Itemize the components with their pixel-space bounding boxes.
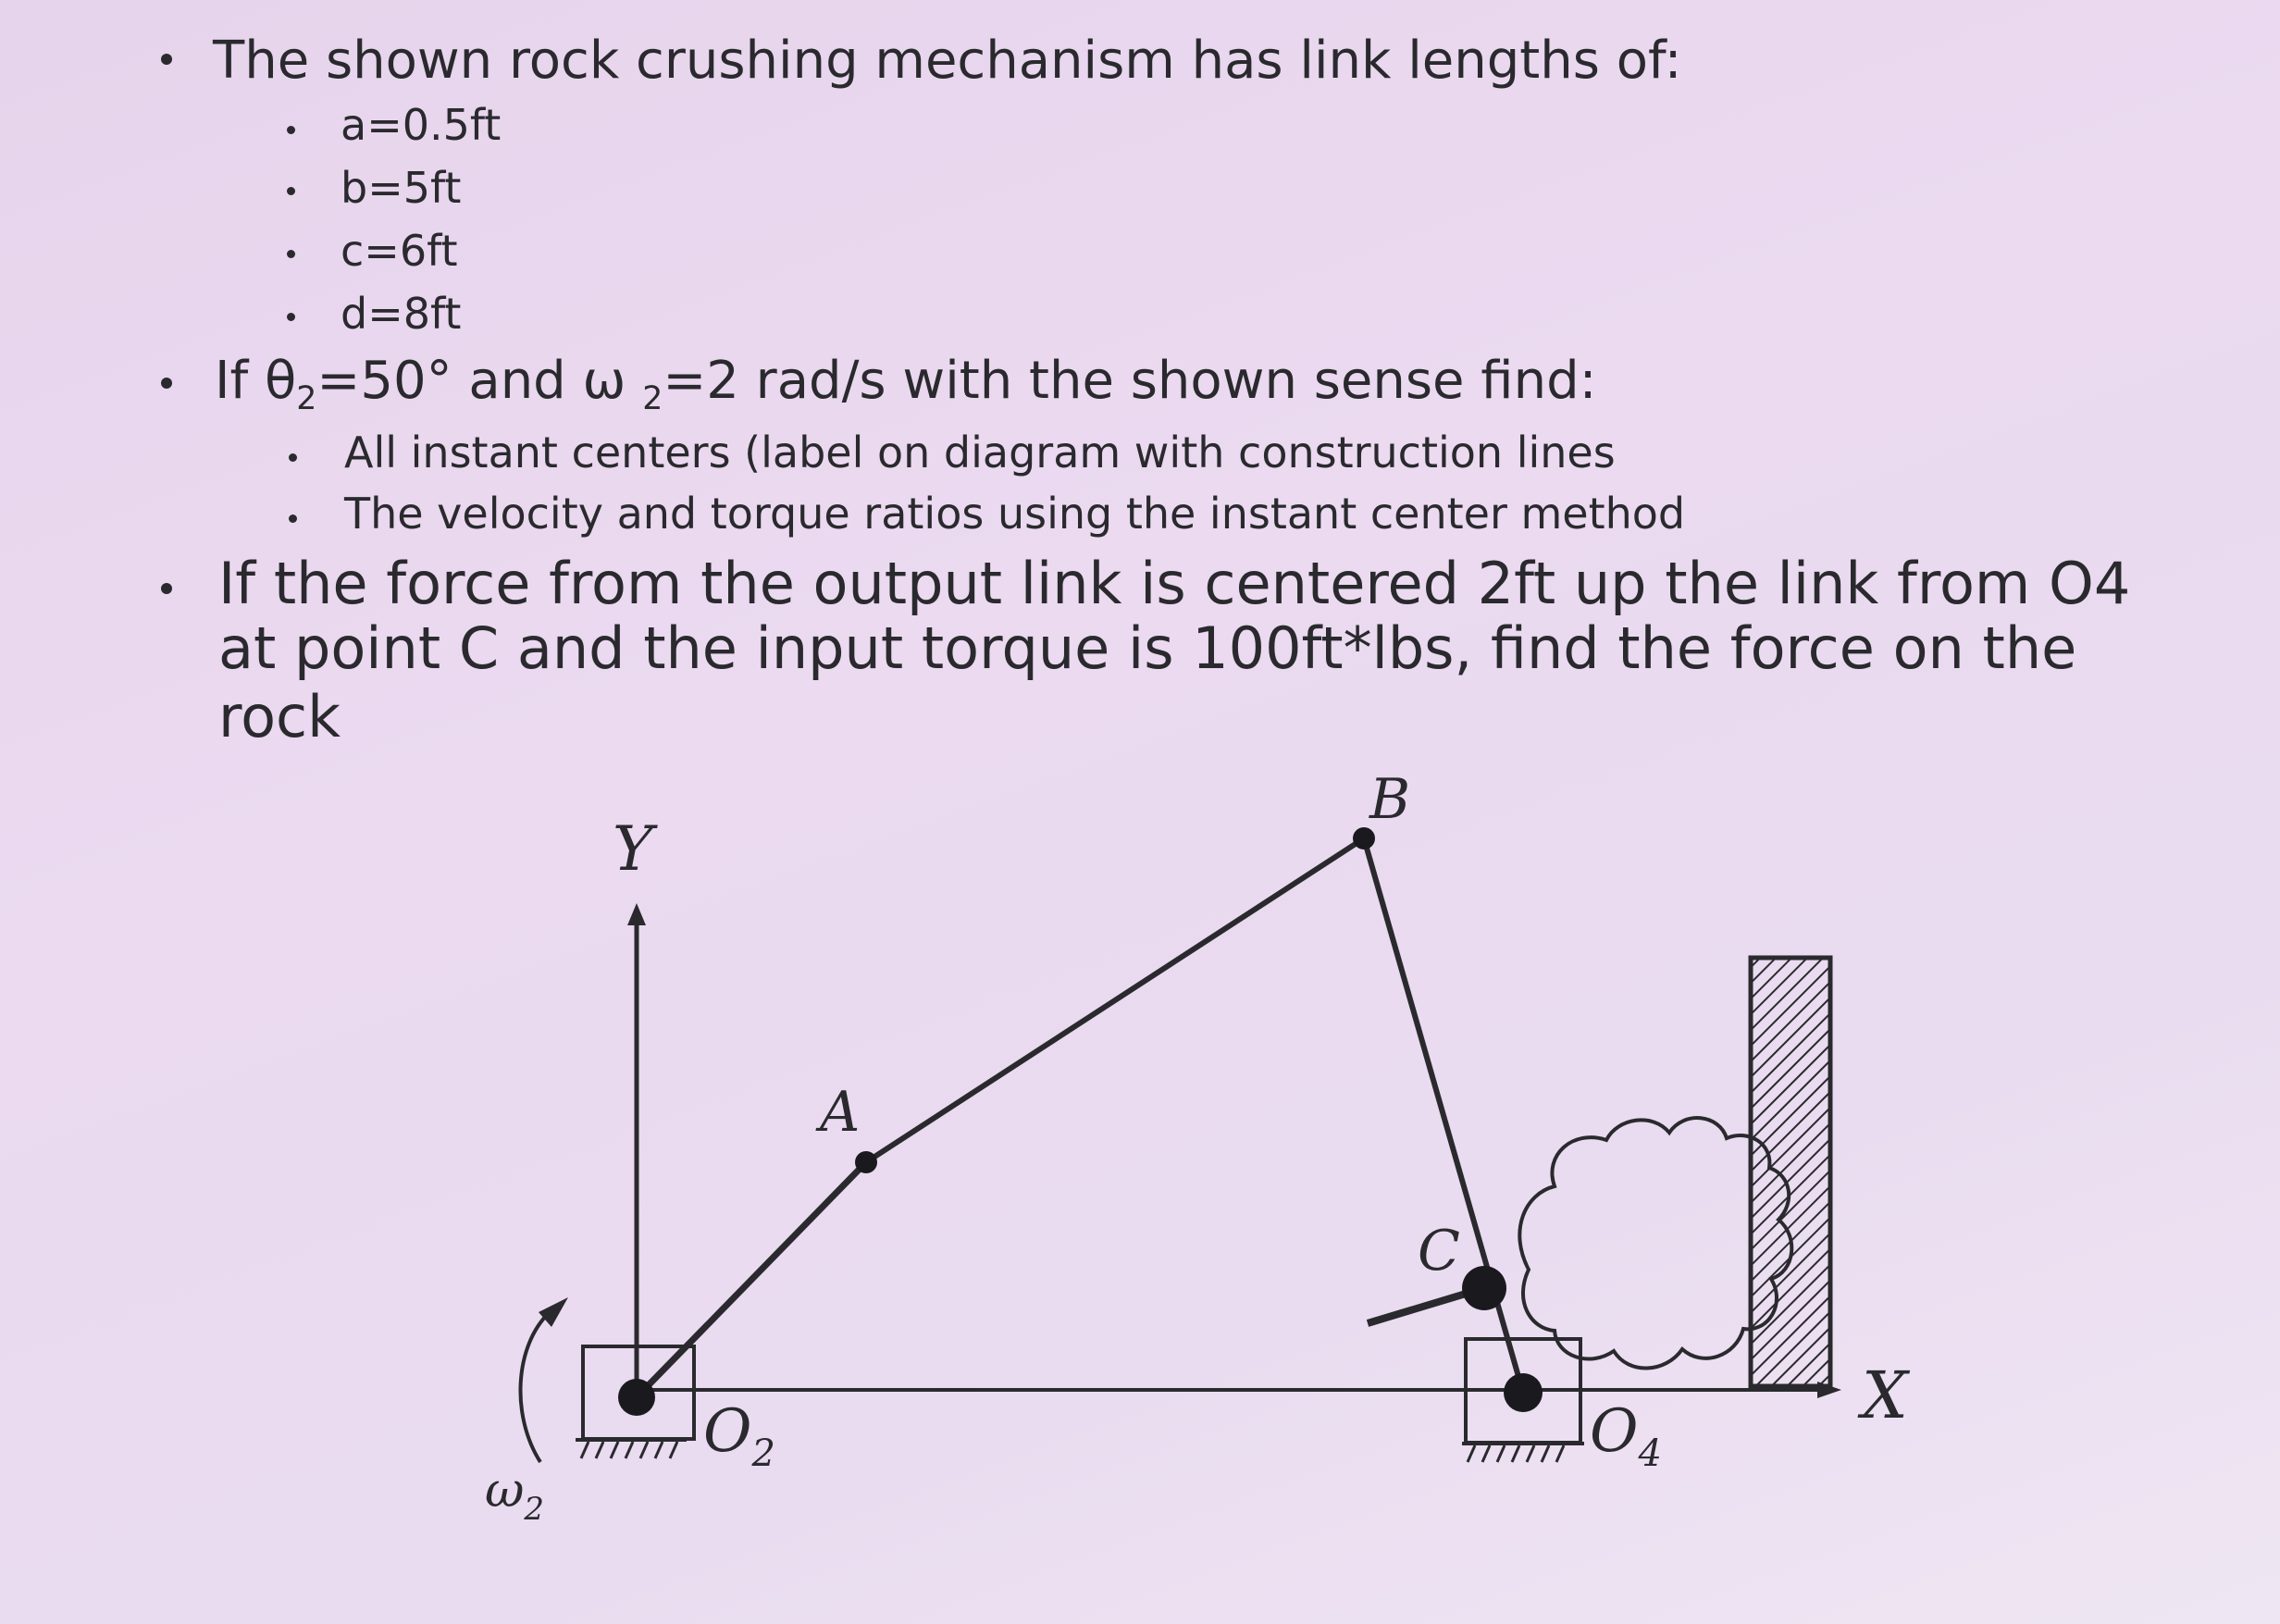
given-mid: =50° and ω <box>316 351 643 411</box>
coupler-link-ab <box>866 838 1364 1162</box>
o2-ground-hatch <box>581 1442 677 1458</box>
task-instant-centers: All instant centers (label on diagram with construction lines <box>344 428 1616 477</box>
y-axis-arrow <box>627 903 646 925</box>
pivot-o2 <box>618 1379 655 1416</box>
force-line-2: at point C and the input torque is 100ft*lbs, find the force on the <box>218 614 2077 682</box>
label-c: C <box>1418 1219 1460 1283</box>
x-axis-label: X <box>1862 1357 1908 1433</box>
omega2-label-sub: 2 <box>524 1491 545 1528</box>
force-line-1: If the force from the output link is centered 2ft up the link from O4 <box>218 550 2131 617</box>
o4-label-main: O <box>1590 1397 1639 1466</box>
crank-link-o2a <box>637 1162 866 1397</box>
given-prefix: If θ <box>215 351 297 411</box>
joint-a <box>855 1151 877 1173</box>
length-d: d=8ft <box>341 289 462 339</box>
omega2-arc <box>520 1312 550 1462</box>
pivot-o4 <box>1504 1373 1543 1412</box>
given-suffix: =2 rad/s with the shown sense find: <box>663 351 1597 411</box>
force-line-3: rock <box>218 683 341 750</box>
rocker-link-bo4 <box>1364 838 1523 1393</box>
length-b: b=5ft <box>341 163 462 213</box>
crusher-wall <box>1751 958 1830 1386</box>
length-a: a=0.5ft <box>341 100 502 150</box>
point-c <box>1462 1266 1506 1310</box>
omega2-arrowhead <box>539 1297 568 1327</box>
omega2-label-main: ω <box>485 1463 525 1519</box>
o4-ground-hatch <box>1468 1445 1564 1462</box>
o2-label <box>703 1397 775 1475</box>
o2-label-sub: 2 <box>751 1432 775 1475</box>
omega2-label <box>485 1463 544 1528</box>
given-sub-omega: 2 <box>642 380 663 418</box>
o4-label <box>1590 1397 1662 1475</box>
intro-text: The shown rock crushing mechanism has link lengths of: <box>213 31 1682 91</box>
o2-label-main: O <box>703 1397 752 1466</box>
length-c: c=6ft <box>341 226 458 276</box>
o4-label-sub: 4 <box>1638 1432 1662 1475</box>
task-velocity-ratio: The velocity and torque ratios using the instant center method <box>344 489 1686 539</box>
label-a: A <box>820 1080 861 1145</box>
given-sub-theta: 2 <box>296 380 317 418</box>
y-axis-label: Y <box>613 813 653 885</box>
label-b: B <box>1369 767 1411 832</box>
